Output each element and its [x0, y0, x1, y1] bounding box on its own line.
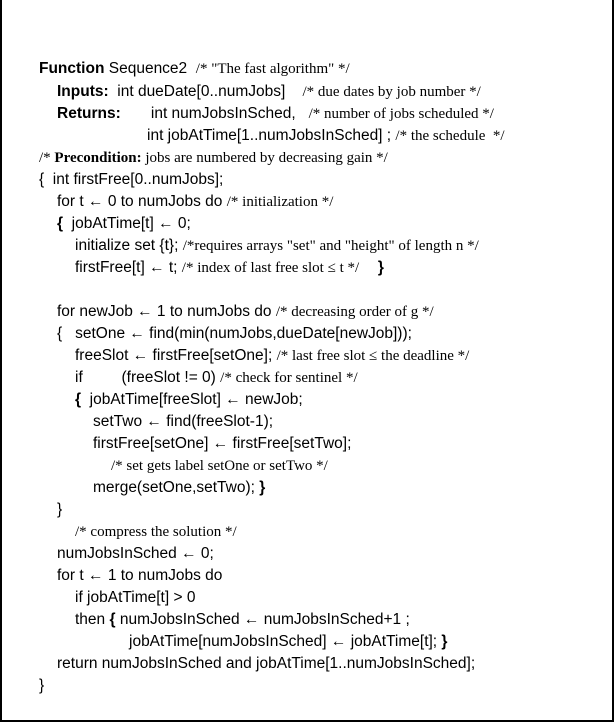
code-comment: /* compress the solution */	[75, 524, 237, 540]
code-text: if (freeSlot != 0)	[75, 369, 221, 386]
code-line	[93, 411, 273, 433]
code-text: setTwo ← find(freeSlot-1);	[93, 413, 274, 430]
code-line	[57, 191, 333, 213]
code-text: jobAtTime[t] ← 0;	[63, 215, 191, 232]
code-comment: /* index of last free slot ≤ t */	[181, 260, 378, 276]
code-text: freeSlot ← firstFree[setOne];	[75, 347, 277, 364]
code-text: Sequence2	[104, 60, 196, 77]
code-text: return numJobsInSched and jobAtTime[1..numJobsInSched];	[57, 655, 476, 672]
code-text: int numJobsInSched,	[120, 105, 309, 122]
code-comment: jobs are numbered by decreasing gain */	[141, 150, 388, 166]
code-comment: /* last free slot ≤ the deadline */	[276, 348, 470, 364]
code-text: jobAtTime[numJobsInSched] ← jobAtTime[t];	[129, 633, 442, 650]
code-comment: /* set gets label setOne or setTwo */	[111, 458, 328, 474]
code-line	[75, 609, 410, 631]
code-line	[75, 235, 479, 257]
code-text: for t ← 1 to numJobs do	[57, 567, 223, 584]
code-comment: /* "The fast algorithm" */	[195, 61, 350, 77]
code-line	[57, 81, 481, 103]
code-line	[39, 147, 388, 169]
code-comment: /* the schedule */	[395, 128, 505, 144]
code-line	[147, 125, 505, 147]
code-comment: /*	[39, 150, 55, 166]
code-text: {	[75, 391, 82, 408]
code-line	[75, 587, 195, 609]
code-text: }	[57, 501, 63, 518]
code-text: int jobAtTime[1..numJobsInSched] ;	[147, 127, 396, 144]
code-comment: /* initialization */	[226, 194, 334, 210]
code-text: jobAtTime[freeSlot] ← newJob;	[81, 391, 303, 408]
code-line	[75, 257, 384, 279]
code-line	[111, 455, 328, 477]
code-text: int dueDate[0..numJobs]	[108, 83, 303, 100]
code-line	[57, 301, 434, 323]
code-line	[57, 213, 191, 235]
code-line	[57, 499, 62, 521]
code-line	[129, 631, 447, 653]
code-text: for t ← 0 to numJobs do	[57, 193, 227, 210]
code-comment: /* due dates by job number */	[302, 84, 481, 100]
code-line	[57, 323, 412, 345]
code-text: if jobAtTime[t] > 0	[75, 589, 196, 606]
code-text: numJobsInSched ← numJobsInSched+1 ;	[115, 611, 410, 628]
code-line	[39, 169, 223, 191]
code-comment: /* number of jobs scheduled */	[308, 106, 494, 122]
code-text: firstFree[setOne] ← firstFree[setTwo];	[93, 435, 352, 452]
code-text: {	[57, 215, 64, 232]
code-text: then	[75, 611, 110, 628]
code-text: {	[109, 611, 116, 628]
code-comment: /* check for sentinel */	[220, 370, 358, 386]
code-line	[75, 367, 358, 389]
code-text: { int firstFree[0..numJobs];	[39, 171, 224, 188]
code-line	[57, 103, 494, 125]
code-comment: Precondition:	[54, 150, 142, 166]
code-text: merge(setOne,setTwo);	[93, 479, 260, 496]
code-text: numJobsInSched ← 0;	[57, 545, 214, 562]
code-text: firstFree[t] ← t;	[75, 259, 182, 276]
code-text: { setOne ← find(min(numJobs,dueDate[newJob]));	[57, 325, 412, 342]
code-text: }	[259, 479, 266, 496]
code-line	[75, 389, 303, 411]
code-line	[57, 565, 222, 587]
code-line	[39, 675, 44, 697]
code-comment: /* decreasing order of g */	[275, 304, 434, 320]
code-text: }	[441, 633, 448, 650]
code-text: Inputs:	[57, 83, 109, 100]
code-line	[93, 477, 265, 499]
code-line	[75, 345, 469, 367]
code-text: for newJob ← 1 to numJobs do	[57, 303, 276, 320]
code-text: }	[377, 259, 384, 276]
code-text: initialize set {t};	[75, 237, 183, 254]
code-line	[57, 653, 475, 675]
code-line	[93, 433, 351, 455]
code-text: Function	[39, 60, 105, 77]
code-line	[57, 543, 214, 565]
code-comment: /*requires arrays "set" and "height" of length n */	[182, 238, 479, 254]
code-text: }	[39, 677, 45, 694]
code-text: Returns:	[57, 105, 121, 122]
code-line	[39, 58, 350, 80]
code-line	[75, 521, 237, 543]
